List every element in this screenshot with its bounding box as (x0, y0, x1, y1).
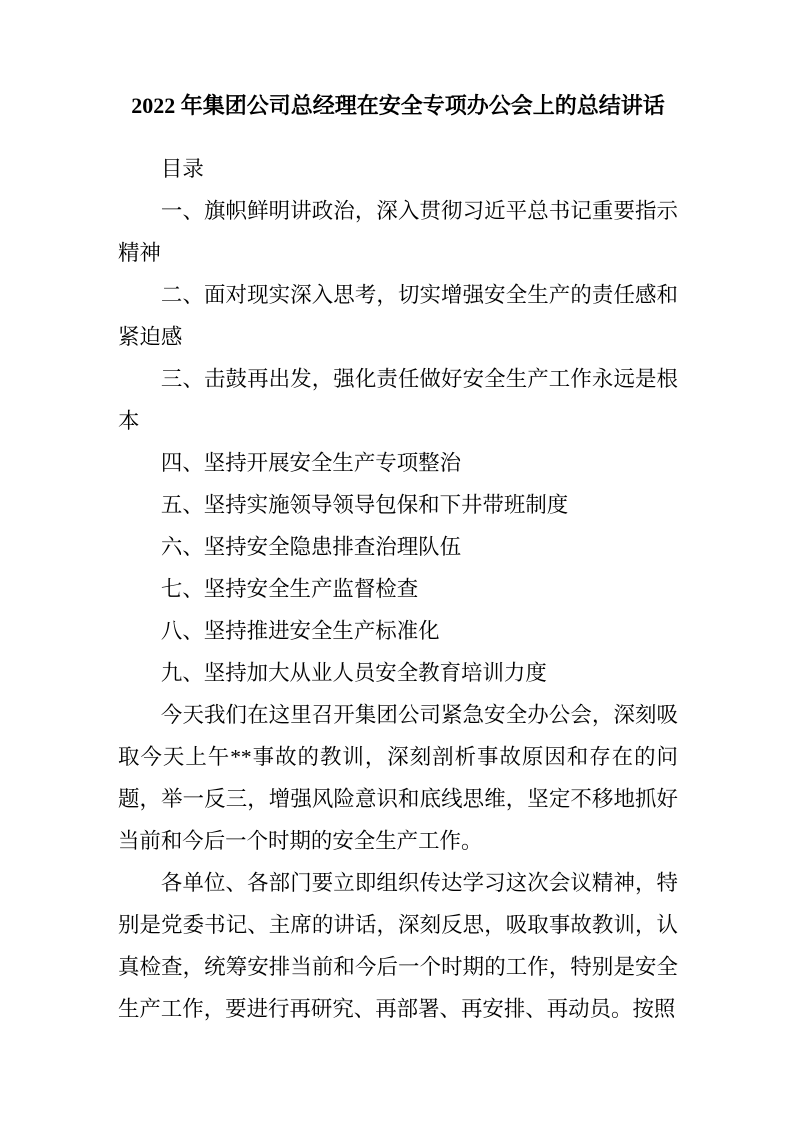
toc-item-1: 一、旗帜鲜明讲政治，深入贯彻习近平总书记重要指示精神 (118, 199, 678, 265)
toc-item-9: 九、坚持加大从业人员安全教育培训力度 (160, 661, 547, 685)
toc-item-5: 五、坚持实施领导领导包保和下井带班制度 (160, 493, 569, 517)
toc-heading: 目录 (160, 157, 204, 181)
body-paragraph-1: 今天我们在这里召开集团公司紧急安全办公会，深刻吸取今天上午**事故的教训，深刻剖析事故原因和存在的问题，举一反三，增强风险意识和底线思维，坚定不移地抓好当前和今后一个时期的安全生产工作。 (118, 703, 678, 853)
document-title: 2022 年集团公司总经理在安全专项办公会上的总结讲话 (131, 93, 665, 118)
toc-item-2: 二、面对现实深入思考，切实增强安全生产的责任感和紧迫感 (118, 283, 678, 349)
body-paragraph-2: 各单位、各部门要立即组织传达学习这次会议精神，特别是党委书记、主席的讲话，深刻反思，吸取事故教训，认真检查，统筹安排当前和今后一个时期的工作，特别是安全生产工作，要进行再研究、再部署、再安排、再动员。按照 (118, 871, 678, 1021)
toc-item-4: 四、坚持开展安全生产专项整治 (160, 451, 462, 475)
toc-item-7: 七、坚持安全生产监督检查 (160, 577, 419, 601)
toc-item-6: 六、坚持安全隐患排查治理队伍 (160, 535, 462, 559)
toc-item-3: 三、击鼓再出发，强化责任做好安全生产工作永远是根本 (118, 367, 678, 433)
toc-item-8: 八、坚持推进安全生产标准化 (160, 619, 440, 643)
